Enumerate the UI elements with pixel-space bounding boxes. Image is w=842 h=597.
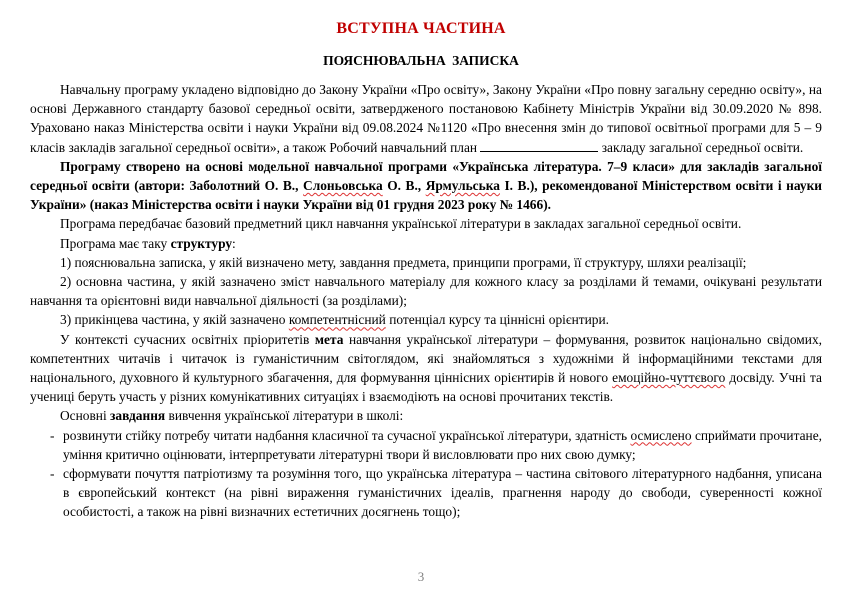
- list-item: [30, 464, 822, 522]
- paragraph-text: :: [232, 235, 236, 251]
- bullet-dash: -: [50, 466, 55, 482]
- paragraph-tasks-intro: [30, 406, 822, 425]
- spellcheck-word: Слоньовська: [303, 178, 383, 194]
- list-item-text: розвинути стійку потребу читати надбання класичної та сучасної української літератури, здатність: [63, 427, 631, 443]
- list-item-text: сформувати почуття патріотизму та розуміння того, що українська література – частина світового літературного надбання, уписана в європейський контекст (на рівні вираження гуманістичних ідеалів, прагнення народу до свободи, суверенності кожної особистості, а також на рівні визначних естетичних досягнень тощо);: [63, 466, 822, 520]
- spellcheck-word: компетентнісний: [288, 312, 386, 328]
- spellcheck-word: Ярмульська: [425, 178, 500, 194]
- paragraph-text: Основні: [60, 408, 111, 424]
- blank-fill-line: [480, 139, 598, 152]
- paragraph-text: вивчення української літератури в школі:: [165, 408, 404, 424]
- paragraph-structure-intro: [30, 234, 822, 253]
- paragraph-model-program: [30, 157, 822, 215]
- paragraph-text: Програма має таку: [60, 235, 171, 251]
- paragraph-text-end: закладу загальної середньої освіти.: [598, 139, 804, 155]
- structure-item-3: [30, 310, 822, 329]
- structure-item-2: 2) основна частина, у якій зазначено зміст навчального матеріалу для кожного класу за розділами й темами, очікувані результати навчання та орієнтовні види навчальної діяльності (за розділами);: [30, 274, 822, 309]
- paragraph-text: 3) прикінцева частина, у якій зазначено: [60, 312, 289, 328]
- document-body: [30, 80, 822, 522]
- spellcheck-word: осмислено: [630, 427, 692, 443]
- paragraph-text: О. В.,: [382, 178, 426, 194]
- paragraph-text: У контексті сучасних освітніх пріоритетів: [60, 331, 315, 347]
- bullet-dash: -: [50, 427, 55, 443]
- list-item: [30, 426, 822, 464]
- tasks-list: [30, 426, 822, 522]
- paragraph-goal: [30, 330, 822, 407]
- paragraph-text: навчання української літератури – формування, розвиток національно свідомих, компетентних читачів і читачок із гуманістичним світоглядом, які знайомляться з художніми й інформаційними текстами для національного, духовного й культурного збагачення, для формування ціннісних орієнтирів й нового: [30, 331, 822, 386]
- paragraph-cycle: Програма передбачає базовий предметний цикл навчання української літератури в закладах загальної середньої освіти.: [60, 216, 742, 232]
- bold-term: структуру: [170, 235, 233, 251]
- paragraph-text: І. В.), рекомендованої Міністерством освіти і науки України» (наказ Міністерства освіти і науки України від 01 грудня 2023 року № 1466).: [30, 178, 823, 213]
- section-heading: ВСТУПНА ЧАСТИНА: [336, 20, 506, 37]
- paragraph-text: потенціал курсу та ціннісні орієнтири.: [385, 312, 610, 328]
- paragraph-text: досвіду. Учні та учениці беруть участь у різних комунікативних ситуаціях і взаємодіють на основі прочитаних текстів.: [30, 370, 822, 405]
- structure-item-1: 1) пояснювальна записка, у якій визначено мету, завдання предмета, принципи програми, її структуру, шляхи реалізації;: [60, 254, 747, 270]
- list-item-text: сприймати прочитане, уміння критично оцінювати, інтерпретувати літературні твори й висловлювати про них свою думку;: [63, 427, 822, 462]
- bold-term: завдання: [110, 408, 166, 424]
- paragraph-text: Навчальну програму укладено відповідно до Закону України «Про освіту», Закону України «Про повну загальну середню освіту», на основі Державного стандарту базової середньої освіти, затвердженого постановою Кабінету Міністрів України від 30.09.2020 № 898. Ураховано наказ Міністерства освіти і науки України від 09.08.2024 №1120 «Про внесення змін до типової освітньої програми для 5 – 9 класів закладів загальної середньої освіти», а також Робочий навчальний план: [30, 82, 822, 155]
- explanatory-note-heading: ПОЯСНЮВАЛЬНА ЗАПИСКА: [323, 53, 519, 68]
- paragraph-legal-basis: [30, 80, 822, 157]
- spellcheck-word: емоційно-чуттєвого: [612, 370, 726, 386]
- bold-term: мета: [314, 331, 344, 347]
- paragraph-text: Програму створено на основі модельної навчальної програми «Українська література. 7–9 класи» для закладів загальної середньої освіти (автори: Заболотний О. В.,: [30, 158, 822, 194]
- page-number: 3: [417, 569, 425, 584]
